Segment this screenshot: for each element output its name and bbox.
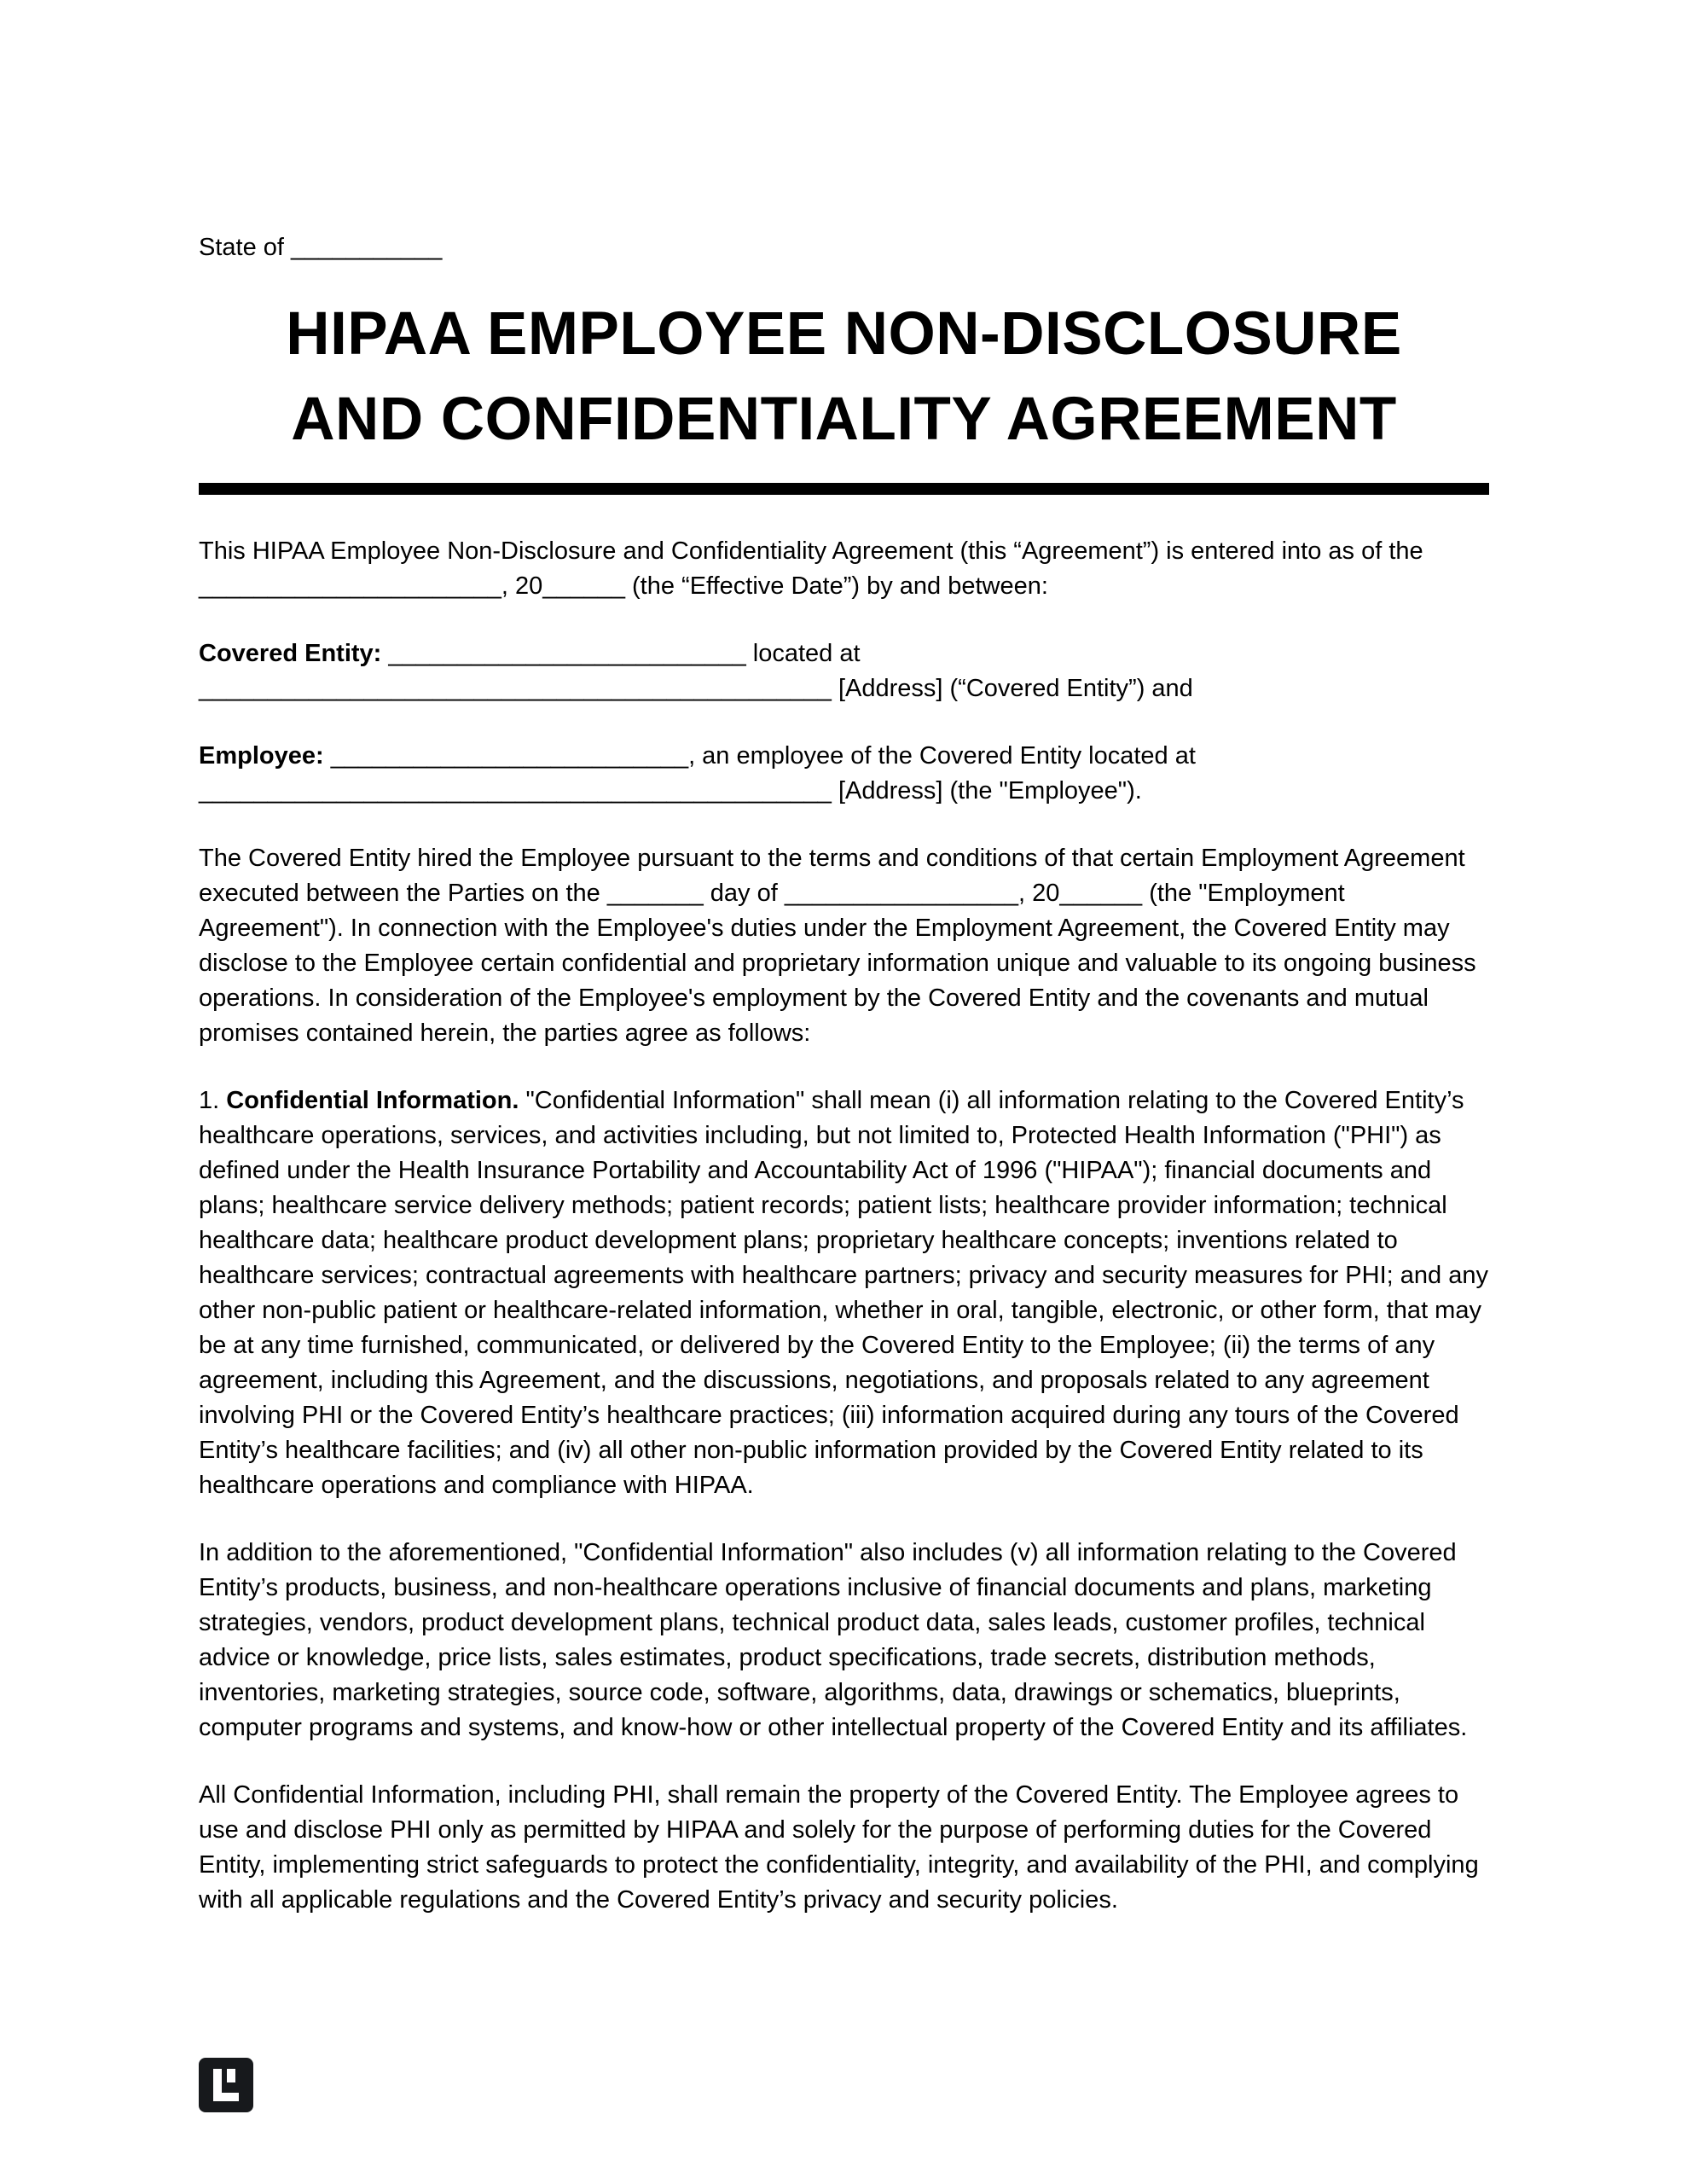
covered-entity-label: Covered Entity: [199, 640, 382, 667]
intro-text: This HIPAA Employee Non-Disclosure and Confidentiality Agreement (this “Agreement”) is entered into as of the ______________________, 20______ (the “Effective Date”) by and between: [199, 537, 1423, 600]
additional-confidential-paragraph [199, 1536, 1489, 1745]
property-text: All Confidential Information, including PHI, shall remain the property of the Covered Entity. The Employee agrees to use and disclose PHI only as permitted by HIPAA and solely for the purpose of performing duties for the Covered Entity, implementing strict safeguards to protect the confidentiality, integrity, and availability of the PHI, and complying with all applicable regulations and the Covered Entity’s privacy and security policies. [199, 1781, 1479, 1914]
title-line-1: HIPAA EMPLOYEE NON-DISCLOSURE [286, 300, 1402, 368]
title-line-2: AND CONFIDENTIALITY AGREEMENT [291, 386, 1397, 453]
section-1-heading: Confidential Information. [226, 1087, 519, 1114]
title-divider [199, 483, 1489, 495]
section-1-confidential-information [199, 1083, 1489, 1503]
employee-blank-line: __________________________, an employee of the Covered Entity located at [323, 742, 1196, 770]
state-of-text: State of ___________ [199, 234, 443, 261]
recitals-paragraph [199, 841, 1489, 1051]
state-of-line [199, 232, 1489, 263]
covered-entity-blank-line: __________________________ located at [381, 640, 861, 667]
employee-block [199, 739, 1489, 809]
additional-confidential-text: In addition to the aforementioned, "Confidential Information" also includes (v) all information relating to the Covered Entity’s products, business, and non-healthcare operations inclusive of financial documents and plans, marketing strategies, vendors, product development plans, technical product data, sales leads, customer profiles, technical advice or knowledge, price lists, sales estimates, product specifications, trade secrets, distribution methods, inventories, marketing strategies, source code, software, algorithms, data, drawings or schematics, blueprints, computer programs and systems, and know-how or other intellectual property of the Covered Entity and its affiliates. [199, 1539, 1468, 1741]
covered-entity-block [199, 636, 1489, 706]
legaltemplates-logo-icon [199, 2058, 253, 2112]
recitals-text: The Covered Entity hired the Employee pursuant to the terms and conditions of that certain Employment Agreement executed between the Parties on the _______ day of _________________, 20______ (the "Employment Agreement"). In connection with the Employee's duties under the Employment Agreement, the Covered Entity may disclose to the Employee certain confidential and proprietary information unique and valuable to its ongoing business operations. In consideration of the Employee's employment by the Covered Entity and the covenants and mutual promises contained herein, the parties agree as follows: [199, 845, 1476, 1047]
section-1-body: "Confidential Information" shall mean (i) all information relating to the Covered Entity’s healthcare operations, services, and activities including, but not limited to, Protected Health Information ("PHI") as defined under the Health Insurance Portability and Accountability Act of 1996 ("HIPAA"); financial documents and plans; healthcare service delivery methods; patient records; patient lists; healthcare provider information; technical healthcare data; healthcare product development plans; proprietary healthcare concepts; inventions related to healthcare services; contractual agreements with healthcare partners; privacy and security measures for PHI; and any other non-public patient or healthcare-related information, whether in oral, tangible, electronic, or other form, that may be at any time furnished, communicated, or delivered by the Covered Entity to the Employee; (ii) the terms of any agreement, including this Agreement, and the discussions, negotiations, and proposals related to any agreement involving PHI or the Covered Entity’s healthcare practices; (iii) information acquired during any tours of the Covered Entity’s healthcare facilities; and (iv) all other non-public information provided by the Covered Entity related to its healthcare operations and compliance with HIPAA. [199, 1087, 1488, 1499]
legaltemplates-logo [199, 2058, 253, 2112]
employee-address-line: ______________________________________________ [Address] (the "Employee"). [199, 777, 1142, 804]
employee-label: Employee: [199, 742, 324, 770]
covered-entity-address-line: ______________________________________________ [Address] (“Covered Entity”) and [199, 675, 1193, 702]
intro-paragraph [199, 534, 1489, 604]
property-of-covered-entity-paragraph [199, 1778, 1489, 1918]
page-title [199, 292, 1489, 462]
section-1-number: 1. [199, 1087, 227, 1114]
